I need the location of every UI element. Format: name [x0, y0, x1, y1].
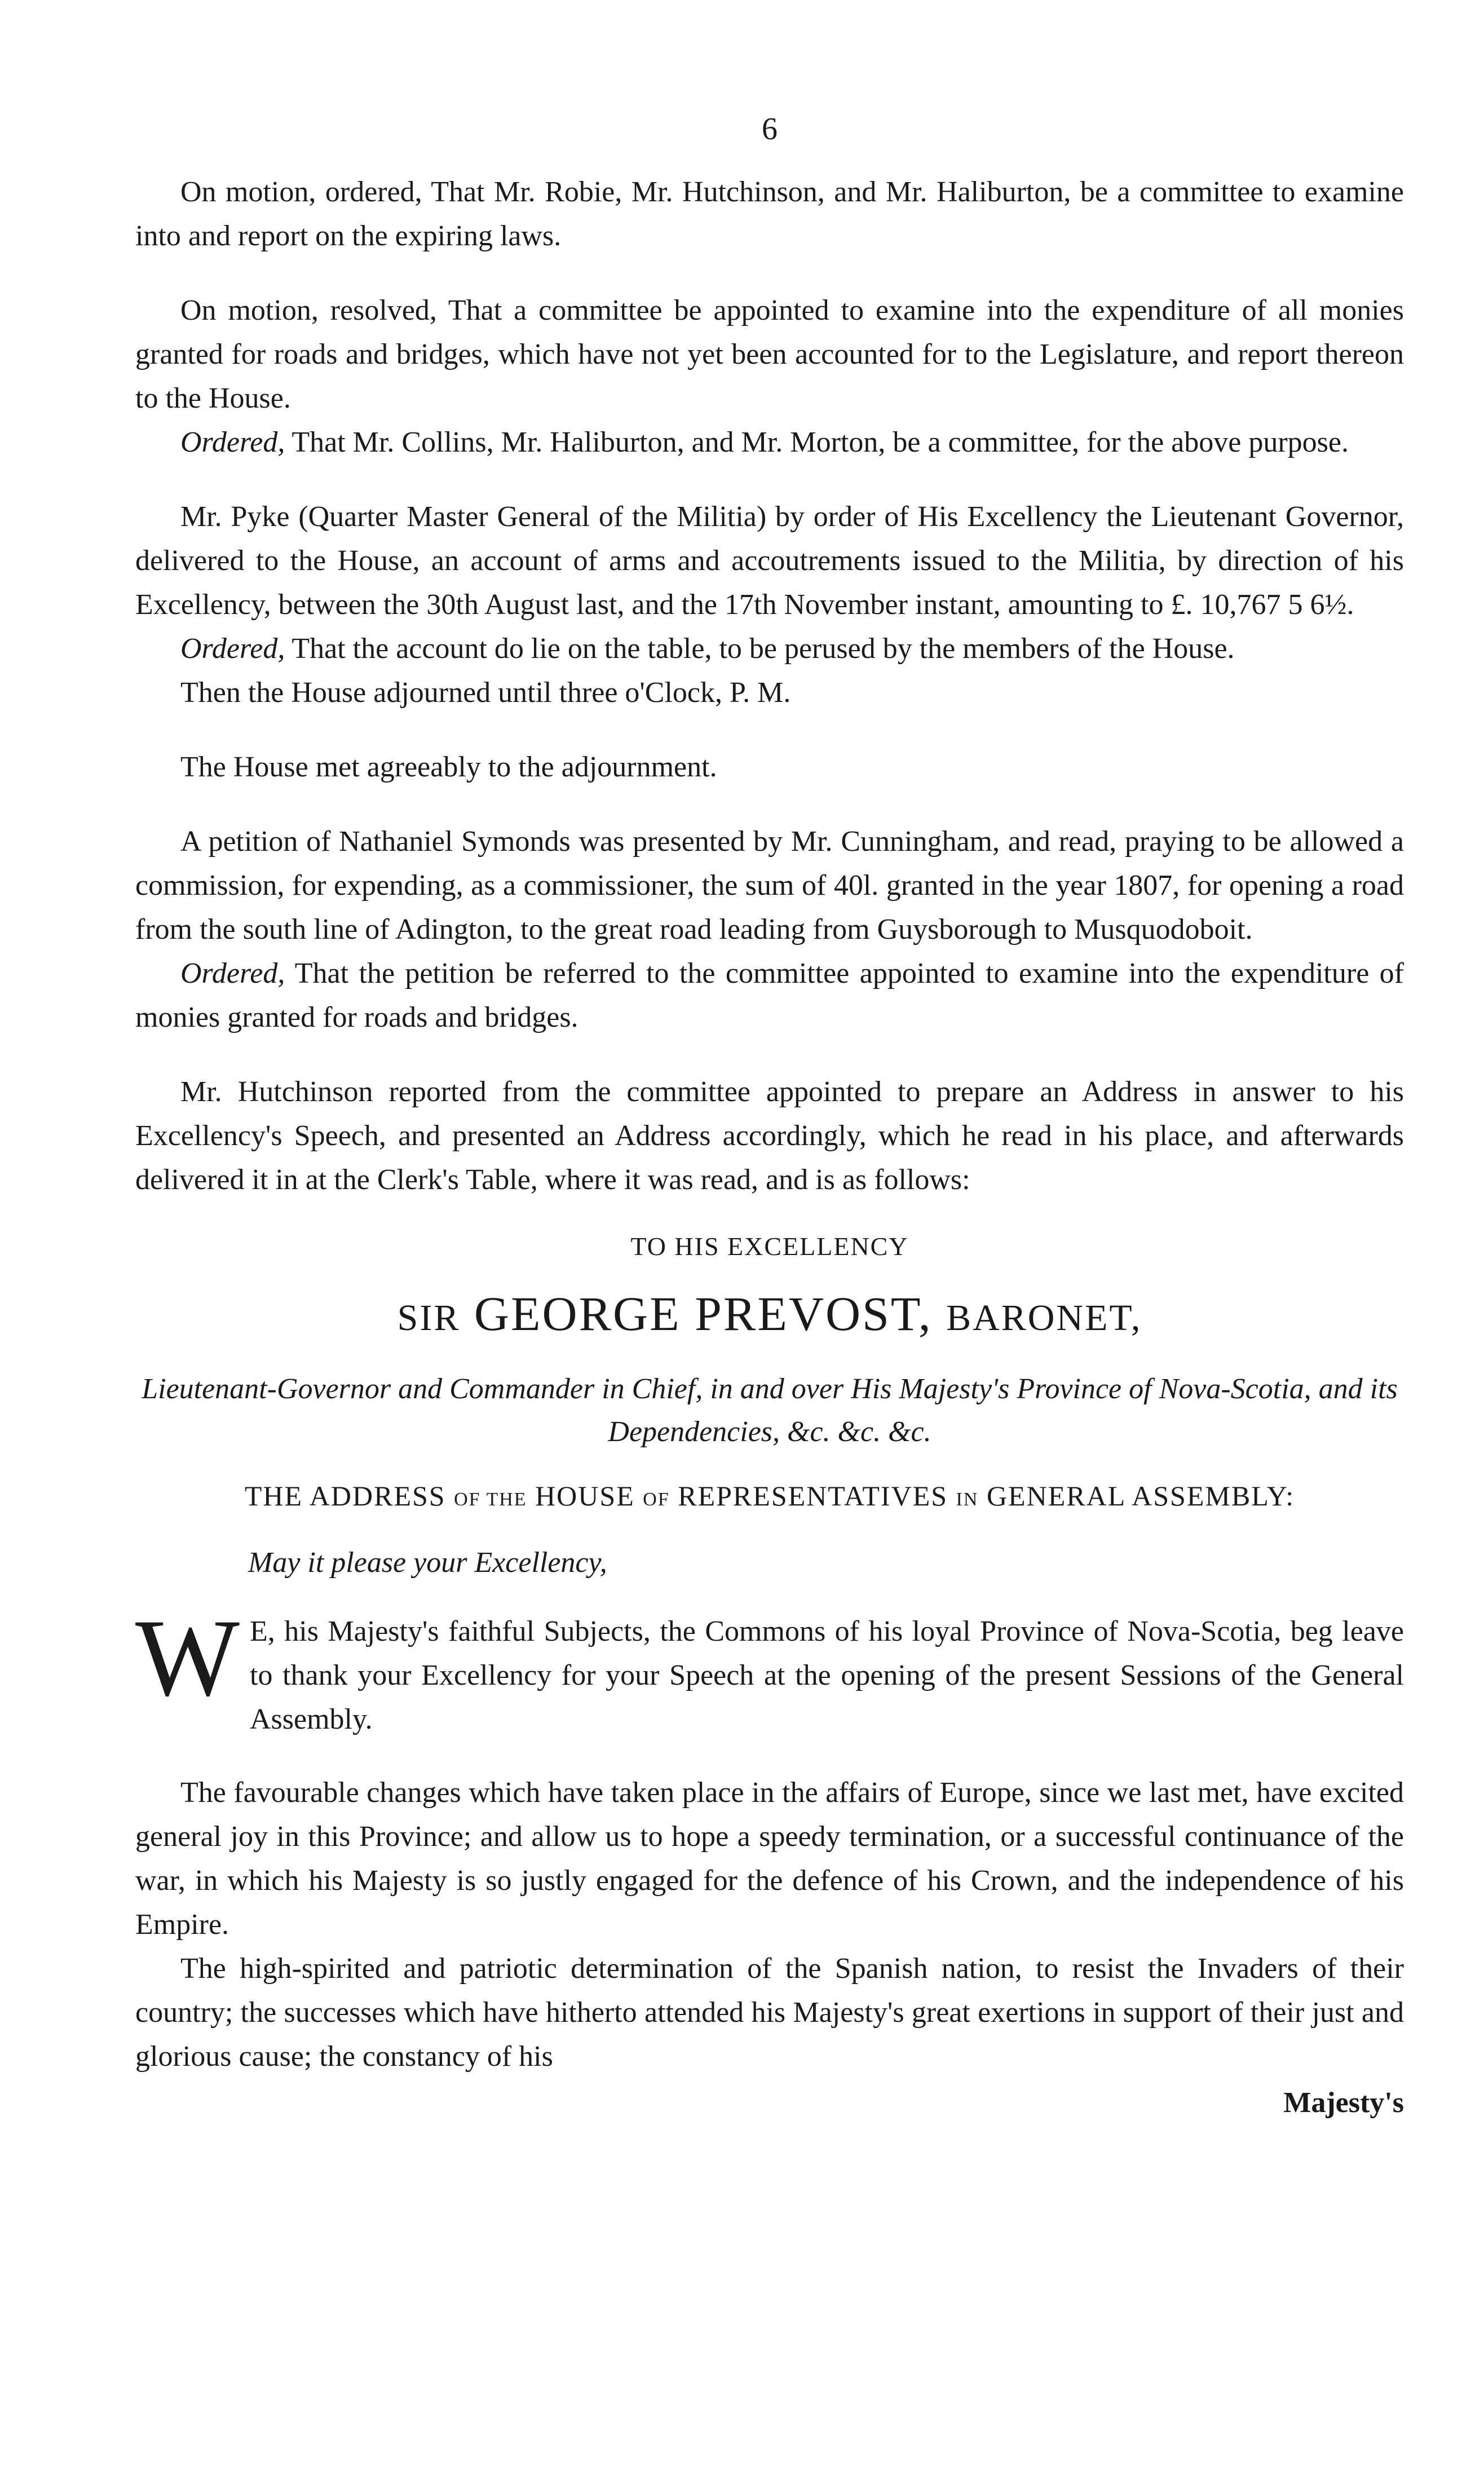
ordered-label: Ordered, [180, 426, 285, 458]
addressee-main: GEORGE PREVOST, [474, 1287, 933, 1341]
ordered-label: Ordered, [180, 633, 285, 665]
paragraph-address-report: Mr. Hutchinson reported from the committee appointed to prepare an Address in answer to his Excellency's Speech, and presented an Address accordingly, which he read in his place, and afterwards delivered it in at the Clerk's Table, where it was read, and is as follows: [135, 1076, 1404, 1196]
paragraph-committee-members [135, 421, 1404, 465]
address-body-europe: The favourable changes which have taken place in the affairs of Europe, since we last met, have excited general joy in this Province; and allow us to hope a speedy termination, or a successful continuance of the war, in which his Majesty is so justly engaged for the defence of his Crown, and the independence of his Empire. [135, 1777, 1404, 1941]
heading-representatives: REPRESENTATIVES [678, 1480, 948, 1512]
catchword: Majesty's [1283, 2087, 1404, 2119]
paragraph-expiring-laws: On motion, ordered, That Mr. Robie, Mr. Hutchinson, and Mr. Haliburton, be a committee to examine into and report on the expiring laws. [135, 176, 1404, 252]
heading-the: THE [244, 1480, 303, 1512]
addressee-sir: SIR [397, 1297, 461, 1338]
paragraph-militia-account: Mr. Pyke (Quarter Master General of the Militia) by order of His Excellency the Lieutenant Governor, delivered to the House, an account of arms and accoutrements issued to the Militia, by direction of his Excellency, between the 30th August last, and the 17th November instant, amounting to £. 10,767 5 6½. [135, 501, 1404, 621]
document-page [135, 107, 1404, 2125]
page-number: 6 [762, 112, 778, 147]
heading-house: HOUSE [535, 1480, 635, 1512]
paragraph-petition-referred [135, 952, 1404, 1040]
paragraph-adjourned: Then the House adjourned until three o'Clock, P. M. [180, 677, 791, 709]
address-body-opening [135, 1597, 1404, 1742]
address-body-text: E, his Majesty's faithful Subjects, the Commons of his loyal Province of Nova-Scotia, beg leave to thank your Excellency for your Speech at the opening of the present Sessions of the General Assembly. [250, 1615, 1404, 1735]
addressee-name [135, 1280, 1404, 1352]
paragraph-roads-committee: On motion, resolved, That a committee be appointed to examine into the expenditure of all monies granted for roads and bridges, which have not yet been accounted for to the Legislature, and report thereon to the House. [135, 294, 1404, 414]
heading-of: OF [643, 1489, 670, 1510]
paragraph-text: That the account do lie on the table, to be perused by the members of the House. [292, 633, 1235, 665]
addressee-baronet: BARONET, [946, 1297, 1142, 1338]
heading-in: IN [956, 1489, 979, 1510]
ordered-label: Ordered, [180, 957, 285, 989]
address-to-line: TO HIS EXCELLENCY [630, 1232, 909, 1261]
address-heading [135, 1474, 1404, 1522]
salutation: May it please your Excellency, [248, 1547, 607, 1579]
address-body-spanish: The high-spirited and patriotic determination of the Spanish nation, to resist the Invaders of their country; the successes which have hitherto attended his Majesty's great exertions in support of their just and glorious cause; the constancy of his [135, 1952, 1404, 2073]
paragraph-petition: A petition of Nathaniel Symonds was presented by Mr. Cunningham, and read, praying to be allowed a commission, for expending, as a commissioner, the sum of 40l. granted in the year 1807, for opening a road from the south line of Adington, to the great road leading from Guysborough to Musquodoboit. [135, 825, 1404, 946]
paragraph-house-met: The House met agreeably to the adjournment. [180, 751, 717, 783]
paragraph-text: That the petition be referred to the committee appointed to examine into the expenditure of monies granted for roads and bridges. [135, 957, 1404, 1033]
addressee-office: Lieutenant-Governor and Commander in Chief, in and over His Majesty's Province of Nova-Scotia, and its Dependencies, &c. &c. &c. [142, 1373, 1398, 1448]
heading-address: ADDRESS [309, 1480, 446, 1512]
drop-cap: W [135, 1597, 240, 1719]
paragraph-text: That Mr. Collins, Mr. Haliburton, and Mr. Morton, be a committee, for the above purpose. [292, 426, 1349, 458]
paragraph-account-table [135, 627, 1404, 671]
heading-of-the: OF THE [454, 1489, 527, 1510]
heading-general-assembly: GENERAL ASSEMBLY: [986, 1480, 1295, 1512]
